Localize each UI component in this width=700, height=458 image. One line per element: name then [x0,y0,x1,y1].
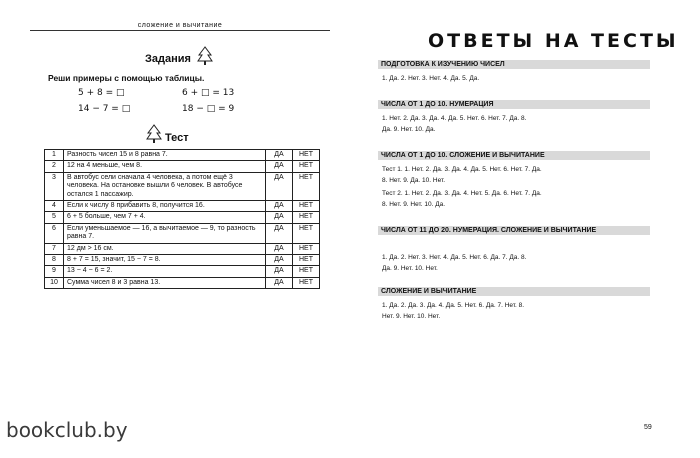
header-rule [30,30,330,31]
answer-line: 1. Да. 2. Нет. 3. Нет. 4. Да. 5. Да. [382,75,480,82]
equation: 14 − 7 = □ [78,104,131,114]
section-heading: ЧИСЛА ОТ 1 ДО 10. НУМЕРАЦИЯ [378,100,650,109]
row-statement: Сумма чисел 8 и 3 равна 13. [64,277,266,288]
row-statement: Если к числу 8 прибавить 8, получится 16. [64,200,266,211]
yes-option: ДА [266,266,293,277]
table-row [45,172,320,200]
table-row [45,200,320,211]
row-statement: 6 + 5 больше, чем 7 + 4. [64,212,266,223]
watermark: bookclub.by [6,418,128,442]
row-number: 5 [45,212,64,223]
row-number: 1 [45,150,64,161]
row-statement: 13 − 4 − 6 = 2. [64,266,266,277]
answer-line: Тест 1. 1. Нет. 2. Да. 3. Да. 4. Да. 5. Нет. 6. Нет. 7. Да. [382,166,542,173]
answers-title: ОТВЕТЫ НА ТЕСТЫ [428,30,679,52]
equation: 18 − □ = 9 [182,104,235,114]
no-option: НЕТ [293,150,320,161]
row-statement: В автобус сели сначала 4 человека, а потом ещё 3 человека. На остановке вышли 6 человек. В автобусе остался 1 пассажир. [64,172,266,200]
equation: 6 + □ = 13 [182,88,235,98]
row-statement: 8 + 7 = 15, значит, 15 − 7 = 8. [64,254,266,265]
answer-line: Да. 9. Нет. 10. Нет. [382,265,438,272]
row-number: 9 [45,266,64,277]
no-option: НЕТ [293,200,320,211]
table-row [45,243,320,254]
section-heading: ЧИСЛА ОТ 11 ДО 20. НУМЕРАЦИЯ. СЛОЖЕНИЕ И ВЫЧИТАНИЕ [378,226,650,235]
row-statement: Разность чисел 15 и 8 равна 7. [64,150,266,161]
table-row [45,277,320,288]
no-option: НЕТ [293,161,320,172]
yes-option: ДА [266,150,293,161]
yes-option: ДА [266,223,293,243]
table-row [45,266,320,277]
section-heading: СЛОЖЕНИЕ И ВЫЧИТАНИЕ [378,287,650,296]
answer-line: Да. 9. Нет. 10. Да. [382,126,436,133]
tree-icon [196,46,214,66]
no-option: НЕТ [293,254,320,265]
yes-option: ДА [266,254,293,265]
yes-option: ДА [266,277,293,288]
row-number: 3 [45,172,64,200]
test-table [44,149,320,289]
no-option: НЕТ [293,277,320,288]
page-number: 59 [644,424,652,431]
no-option: НЕТ [293,266,320,277]
row-number: 6 [45,223,64,243]
section-heading: ЧИСЛА ОТ 1 ДО 10. СЛОЖЕНИЕ И ВЫЧИТАНИЕ [378,151,650,160]
row-statement: 12 на 4 меньше, чем 8. [64,161,266,172]
no-option: НЕТ [293,243,320,254]
table-row [45,150,320,161]
yes-option: ДА [266,243,293,254]
tasks-heading: Задания [145,53,191,65]
row-statement: 12 дм > 16 см. [64,243,266,254]
row-number: 4 [45,200,64,211]
table-row [45,254,320,265]
answer-line: Тест 2. 1. Нет. 2. Да. 3. Да. 4. Нет. 5. Да. 6. Нет. 7. Да. [382,190,542,197]
yes-option: ДА [266,212,293,223]
answer-line: 8. Нет. 9. Да. 10. Нет. [382,177,446,184]
answer-line: 1. Да. 2. Нет. 3. Нет. 4. Да. 5. Нет. 6. Да. 7. Да. 8. [382,254,527,261]
row-number: 10 [45,277,64,288]
no-option: НЕТ [293,223,320,243]
test-heading: Тест [165,132,189,144]
answer-line: Нет. 9. Нет. 10. Нет. [382,313,441,320]
section-heading: ПОДГОТОВКА К ИЗУЧЕНИЮ ЧИСЕЛ [378,60,650,69]
row-number: 8 [45,254,64,265]
answer-line: 8. Нет. 9. Нет. 10. Да. [382,201,446,208]
row-statement: Если уменьшаемое — 16, а вычитаемое — 9, то разность равна 7. [64,223,266,243]
table-row [45,223,320,243]
task-instruction: Реши примеры с помощью таблицы. [48,73,205,83]
right-page [360,0,700,458]
answer-line: 1. Да. 2. Да. 3. Да. 4. Да. 5. Нет. 6. Да. 7. Нет. 8. [382,302,525,309]
table-row [45,212,320,223]
yes-option: ДА [266,200,293,211]
tree-icon [145,124,163,144]
yes-option: ДА [266,172,293,200]
answer-line: 1. Нет. 2. Да. 3. Да. 4. Да. 5. Нет. 6. Нет. 7. Да. 8. [382,115,527,122]
equation: 5 + 8 = □ [78,88,125,98]
no-option: НЕТ [293,172,320,200]
yes-option: ДА [266,161,293,172]
no-option: НЕТ [293,212,320,223]
row-number: 2 [45,161,64,172]
table-row [45,161,320,172]
running-header: сложение и вычитание [30,22,330,29]
row-number: 7 [45,243,64,254]
